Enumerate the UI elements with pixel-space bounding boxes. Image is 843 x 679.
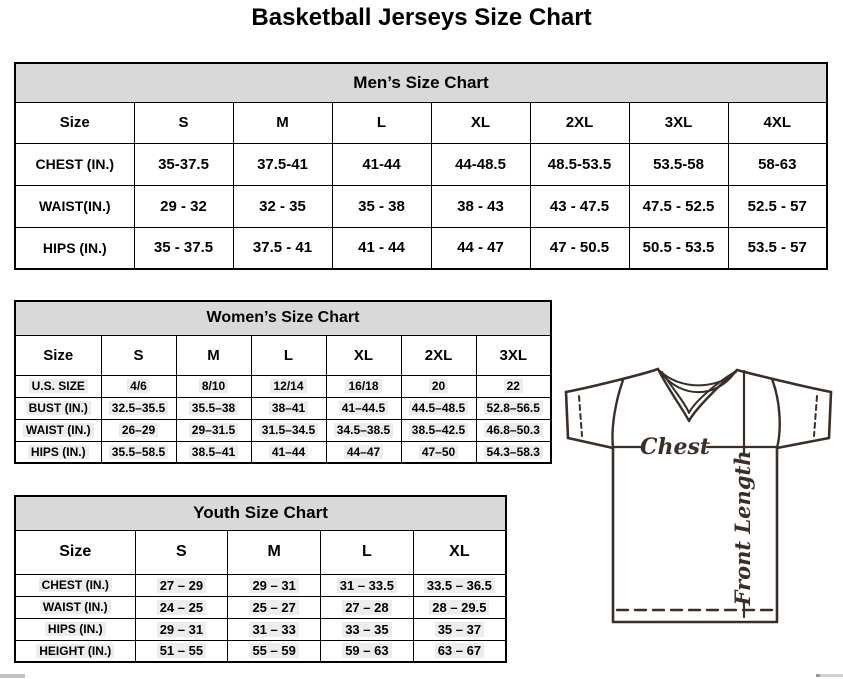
men-row-label: CHEST (IN.) [15, 143, 134, 185]
women-cell: 35.5–38 [176, 397, 251, 419]
men-cell: 47 - 50.5 [530, 227, 629, 269]
front-length-label: Front Length [730, 450, 755, 606]
women-cell: 35.5–58.5 [101, 441, 176, 463]
women-cell: 8/10 [176, 375, 251, 397]
horizontal-scrollbar-thumb[interactable] [0, 674, 25, 678]
youth-row-label: HIPS (IN.) [15, 618, 135, 640]
mens-size-chart-table [14, 62, 828, 270]
women-cell: 41–44 [251, 441, 326, 463]
men-cell: 37.5 - 41 [233, 227, 332, 269]
youth-col-header: Size [15, 530, 135, 574]
women-row-label: BUST (IN.) [15, 397, 101, 419]
men-cell: 41 - 44 [332, 227, 431, 269]
men-cell: 35 - 38 [332, 185, 431, 227]
women-col-header: M [176, 335, 251, 375]
table-caption-row [15, 301, 551, 335]
men-col-header: Size [15, 102, 134, 143]
horizontal-scrollbar-track[interactable] [0, 674, 843, 678]
table-row [15, 419, 551, 441]
women-cell: 20 [401, 375, 476, 397]
youth-cell: 55 – 59 [228, 640, 321, 662]
men-cell: 58-63 [728, 143, 827, 185]
women-cell: 22 [476, 375, 551, 397]
women-cell: 46.8–50.3 [476, 419, 551, 441]
table-row [15, 185, 827, 227]
men-cell: 44 - 47 [431, 227, 530, 269]
youth-cell: 33 – 35 [321, 618, 414, 640]
women-cell: 32.5–35.5 [101, 397, 176, 419]
youth-col-header: S [135, 530, 228, 574]
youth-size-chart-table [14, 495, 507, 663]
youth-cell: 29 – 31 [135, 618, 228, 640]
womens-chart-title: Women’s Size Chart [15, 301, 551, 335]
women-cell: 44.5–48.5 [401, 397, 476, 419]
table-row [15, 227, 827, 269]
youth-cell: 29 – 31 [228, 574, 321, 596]
men-cell: 53.5-58 [629, 143, 728, 185]
page-title: Basketball Jerseys Size Chart [251, 4, 592, 31]
table-caption-row [15, 63, 827, 102]
table-header-row [15, 102, 827, 143]
women-cell: 34.5–38.5 [326, 419, 401, 441]
men-col-header: XL [431, 102, 530, 143]
men-row-label: WAIST(IN.) [15, 185, 134, 227]
left-cuff-dashed-line [579, 396, 582, 436]
youth-cell: 63 – 67 [413, 640, 506, 662]
men-cell: 48.5-53.5 [530, 143, 629, 185]
women-cell: 44–47 [326, 441, 401, 463]
youth-col-header: XL [413, 530, 506, 574]
women-cell: 31.5–34.5 [251, 419, 326, 441]
men-cell: 47.5 - 52.5 [629, 185, 728, 227]
women-cell: 41–44.5 [326, 397, 401, 419]
men-cell: 52.5 - 57 [728, 185, 827, 227]
table-header-row [15, 335, 551, 375]
table-row [15, 143, 827, 185]
women-col-header: 3XL [476, 335, 551, 375]
women-cell: 38.5–42.5 [401, 419, 476, 441]
youth-row-label: WAIST (IN.) [15, 596, 135, 618]
men-col-header: L [332, 102, 431, 143]
men-cell: 50.5 - 53.5 [629, 227, 728, 269]
right-cuff-dashed-line [814, 396, 817, 436]
table-row [15, 441, 551, 463]
women-row-label: HIPS (IN.) [15, 441, 101, 463]
men-cell: 41-44 [332, 143, 431, 185]
women-cell: 29–31.5 [176, 419, 251, 441]
women-cell: 52.8–56.5 [476, 397, 551, 419]
women-col-header: L [251, 335, 326, 375]
youth-col-header: L [321, 530, 414, 574]
table-row [15, 640, 506, 662]
youth-col-header: M [228, 530, 321, 574]
mens-chart-title: Men’s Size Chart [15, 63, 827, 102]
youth-cell: 27 – 29 [135, 574, 228, 596]
women-col-header: XL [326, 335, 401, 375]
women-cell: 38–41 [251, 397, 326, 419]
chest-label: Chest [639, 434, 711, 460]
youth-cell: 33.5 – 36.5 [413, 574, 506, 596]
women-cell: 16/18 [326, 375, 401, 397]
men-cell: 53.5 - 57 [728, 227, 827, 269]
women-cell: 38.5–41 [176, 441, 251, 463]
women-cell: 47–50 [401, 441, 476, 463]
table-row [15, 574, 506, 596]
table-row [15, 397, 551, 419]
men-cell: 29 - 32 [134, 185, 233, 227]
youth-cell: 31 – 33.5 [321, 574, 414, 596]
table-row [15, 618, 506, 640]
youth-cell: 27 – 28 [321, 596, 414, 618]
men-cell: 43 - 47.5 [530, 185, 629, 227]
men-cell: 35-37.5 [134, 143, 233, 185]
table-row [15, 375, 551, 397]
men-col-header: 2XL [530, 102, 629, 143]
womens-size-chart-table [14, 300, 552, 464]
women-cell: 26–29 [101, 419, 176, 441]
men-col-header: 4XL [728, 102, 827, 143]
women-col-header: Size [15, 335, 101, 375]
women-cell: 12/14 [251, 375, 326, 397]
men-row-label: HIPS (IN.) [15, 227, 134, 269]
men-col-header: M [233, 102, 332, 143]
men-col-header: 3XL [629, 102, 728, 143]
youth-row-label: CHEST (IN.) [15, 574, 135, 596]
youth-cell: 35 – 37 [413, 618, 506, 640]
women-cell: 54.3–58.3 [476, 441, 551, 463]
horizontal-scrollbar-end-piece[interactable] [816, 674, 843, 677]
men-col-header: S [134, 102, 233, 143]
table-caption-row [15, 496, 506, 530]
women-col-header: S [101, 335, 176, 375]
youth-cell: 28 – 29.5 [413, 596, 506, 618]
youth-cell: 31 – 33 [228, 618, 321, 640]
men-cell: 44-48.5 [431, 143, 530, 185]
table-row [15, 596, 506, 618]
men-cell: 32 - 35 [233, 185, 332, 227]
jersey-measurement-diagram [556, 358, 842, 650]
women-row-label: WAIST (IN.) [15, 419, 101, 441]
youth-cell: 24 – 25 [135, 596, 228, 618]
youth-chart-title: Youth Size Chart [15, 496, 506, 530]
youth-row-label: HEIGHT (IN.) [15, 640, 135, 662]
youth-cell: 59 – 63 [321, 640, 414, 662]
men-cell: 38 - 43 [431, 185, 530, 227]
women-col-header: 2XL [401, 335, 476, 375]
women-row-label: U.S. SIZE [15, 375, 101, 397]
table-header-row [15, 530, 506, 574]
youth-cell: 51 – 55 [135, 640, 228, 662]
men-cell: 37.5-41 [233, 143, 332, 185]
women-cell: 4/6 [101, 375, 176, 397]
men-cell: 35 - 37.5 [134, 227, 233, 269]
youth-cell: 25 – 27 [228, 596, 321, 618]
